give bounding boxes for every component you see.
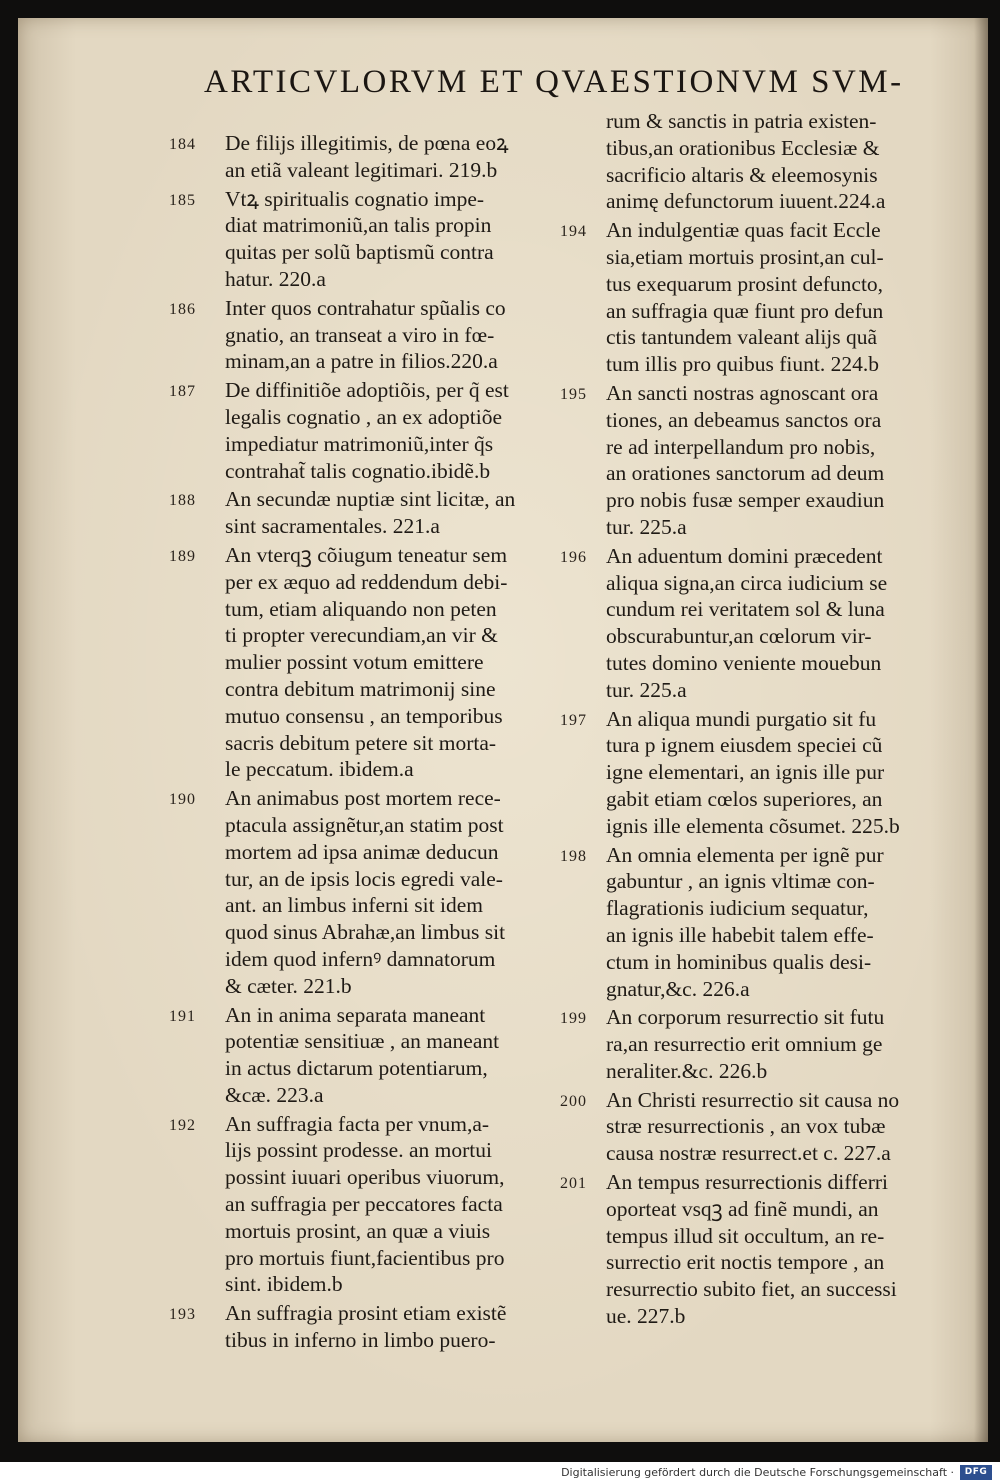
- entry-line: in actus dictarum potentiarum,: [225, 1056, 488, 1081]
- entry-line: hatur. 220.a: [225, 266, 326, 291]
- entry-line: gabit etiam cœlos superiores, an: [606, 786, 883, 811]
- entry-line: mortem ad ipsa animæ deducun: [225, 839, 499, 864]
- entry-line: minam,an a patre in filios.220.a: [225, 349, 498, 374]
- entry-line: animę defunctorum iuuent.224.a: [606, 189, 886, 214]
- entry-line: tibus,an orationibus Ecclesiæ &: [606, 135, 880, 160]
- entry-number: 187: [169, 383, 196, 401]
- right-column: [560, 108, 938, 1332]
- entry-number: 186: [169, 300, 196, 318]
- index-entry: [560, 842, 938, 1003]
- entry-line: An suffragia facta per vnum,a-: [225, 1111, 490, 1136]
- index-entry: [155, 186, 535, 293]
- entry-line: An indulgentiæ quas facit Eccle: [606, 218, 881, 243]
- index-entry: [155, 377, 535, 484]
- entry-number: 190: [169, 791, 196, 809]
- entry-line: ue. 227.b: [606, 1304, 686, 1329]
- page-spine-shadow: [974, 18, 988, 1442]
- index-entry: [155, 295, 535, 375]
- entry-line: An aliqua mundi purgatio sit fu: [606, 706, 877, 731]
- entry-line: contrahat̃ talis cognatio.ibidẽ.b: [225, 458, 491, 483]
- entry-line: tur. 225.a: [606, 677, 687, 702]
- entry-line: pro nobis fusæ semper exaudiun: [606, 488, 885, 513]
- index-entry: [560, 1169, 938, 1330]
- entry-line: tur. 225.a: [606, 514, 687, 539]
- entry-line: oporteat vsqꝫ ad finẽ mundi, an: [606, 1196, 879, 1221]
- dfg-logo-icon: DFG: [960, 1465, 992, 1480]
- entry-line: per ex æquo ad reddendum debi-: [225, 569, 508, 594]
- entry-number: 196: [560, 548, 587, 566]
- entry-line: resurrectio subito fiet, an successi: [606, 1277, 897, 1302]
- entry-line: mutuo consensu , an temporibus: [225, 703, 503, 728]
- entry-line: quod sinus Abrahæ,an limbus sit: [225, 920, 506, 945]
- index-entry: [560, 380, 938, 541]
- entry-line: ra,an resurrectio erit omnium ge: [606, 1032, 883, 1057]
- entry-line: An corporum resurrectio sit futu: [606, 1005, 885, 1030]
- entry-line: An suffragia prosint etiam existẽ: [225, 1301, 507, 1326]
- left-column: [155, 130, 535, 1356]
- entry-line: An vterqꝫ cõiugum teneatur sem: [225, 542, 508, 567]
- entry-line: An Christi resurrectio sit causa no: [606, 1087, 900, 1112]
- entry-line: tur, an de ipsis locis egredi vale-: [225, 866, 503, 891]
- entry-line: an ignis ille habebit talem effe-: [606, 922, 874, 947]
- index-entry: [155, 542, 535, 783]
- index-entry: [560, 1087, 938, 1167]
- entry-line: tempus illud sit occultum, an re-: [606, 1223, 885, 1248]
- entry-line: potentiæ sensitiuæ , an maneant: [225, 1029, 500, 1054]
- entry-line: causa nostræ resurrect.et c. 227.a: [606, 1141, 891, 1166]
- entry-line: idem quod infernꝰ damnatorum: [225, 946, 496, 971]
- entry-line: le peccatum. ibidem.a: [225, 757, 414, 782]
- entry-line: possint iuuari operibus viuorum,: [225, 1165, 505, 1190]
- entry-line: cundum rei veritatem sol & luna: [606, 597, 885, 622]
- entry-line: tibus in inferno in limbo puero-: [225, 1328, 496, 1353]
- entry-line: &cæ. 223.a: [225, 1082, 324, 1107]
- entry-line: impediatur matrimoniũ,inter q̃s: [225, 431, 494, 456]
- entry-line: contra debitum matrimonij sine: [225, 676, 496, 701]
- entry-line: surrectio erit noctis tempore , an: [606, 1250, 885, 1275]
- entry-number: 194: [560, 223, 587, 241]
- running-header: ARTICVLORVM ET QVAESTIONVM SVM-: [204, 64, 904, 100]
- entry-line: mortuis prosint, an quæ a viuis: [225, 1218, 491, 1243]
- entry-number: 197: [560, 711, 587, 729]
- entry-line: sacris debitum petere sit morta-: [225, 730, 497, 755]
- entry-line: lijs possint prodesse. an mortui: [225, 1138, 492, 1163]
- entry-line: An tempus resurrectionis differri: [606, 1170, 889, 1195]
- entry-line: an suffragia quæ fiunt pro defun: [606, 298, 884, 323]
- entry-line: mulier possint votum emittere: [225, 650, 484, 675]
- entry-line: aliqua signa,an circa iudicium se: [606, 570, 888, 595]
- entry-line: An omnia elementa per ignẽ pur: [606, 842, 884, 867]
- entry-line: An in anima separata maneant: [225, 1002, 486, 1027]
- entry-line: An animabus post mortem rece-: [225, 786, 501, 811]
- entry-line: neraliter.&c. 226.b: [606, 1058, 768, 1083]
- entry-line: & cæter. 221.b: [225, 973, 352, 998]
- index-entry: [560, 543, 938, 704]
- entry-line: flagrationis iudicium sequatur,: [606, 896, 869, 921]
- entry-line: Vtꝝ spiritualis cognatio impe-: [225, 186, 485, 211]
- entry-line: tutes domino veniente mouebun: [606, 650, 882, 675]
- entry-line: tiones, an debeamus sanctos ora: [606, 407, 882, 432]
- entry-line: diat matrimoniũ,an talis propin: [225, 213, 492, 238]
- entry-line: ctum in hominibus qualis desi-: [606, 949, 872, 974]
- index-entry: [155, 1002, 535, 1109]
- entry-number: 188: [169, 492, 196, 510]
- entry-line: an etiã valeant legitimari. 219.b: [225, 157, 498, 182]
- index-entry: [155, 130, 535, 184]
- entry-line: sia,etiam mortuis prosint,an cul-: [606, 244, 884, 269]
- entry-line: ptacula assignẽtur,an statim post: [225, 812, 504, 837]
- entry-line: quitas per solũ baptismũ contra: [225, 240, 494, 265]
- entry-line: legalis cognatio , an ex adoptiõe: [225, 404, 503, 429]
- entry-number: 195: [560, 385, 587, 403]
- entry-line: gabuntur , an ignis vltimæ con-: [606, 869, 875, 894]
- entry-line: tum illis pro quibus fiunt. 224.b: [606, 352, 879, 377]
- entry-number: 185: [169, 191, 196, 209]
- entry-number: 192: [169, 1116, 196, 1134]
- index-entry: [155, 1111, 535, 1299]
- index-entry: [155, 486, 535, 540]
- entry-line: An sancti nostras agnoscant ora: [606, 380, 879, 405]
- index-entry: [155, 785, 535, 999]
- entry-number: 199: [560, 1010, 587, 1028]
- entry-number: 193: [169, 1306, 196, 1324]
- entry-line: re ad interpellandum pro nobis,: [606, 434, 876, 459]
- entry-line: De filijs illegitimis, de pœna eoꝝ: [225, 131, 509, 155]
- entry-number: 200: [560, 1092, 587, 1110]
- entry-line: An aduentum domini præcedent: [606, 543, 883, 568]
- entry-number: 184: [169, 136, 196, 153]
- index-entry: [560, 1004, 938, 1084]
- entry-line: an suffragia per peccatores facta: [225, 1192, 503, 1217]
- entry-line: sacrificio altaris & eleemosynis: [606, 162, 878, 187]
- entry-line: gnatio, an transeat a viro in fœ-: [225, 322, 495, 347]
- entry-line: An secundæ nuptiæ sint licitæ, an: [225, 487, 516, 512]
- entry-line: an orationes sanctorum ad deum: [606, 461, 885, 486]
- entry-line: stræ resurrectionis , an vox tubæ: [606, 1114, 886, 1139]
- entry-line: tus exequarum prosint defuncto,: [606, 271, 884, 296]
- entry-line: De diffinitiõe adoptiõis, per q̃ est: [225, 378, 509, 403]
- entry-line: rum & sanctis in patria existen-: [606, 109, 877, 133]
- entry-number: 198: [560, 847, 587, 865]
- entry-line: obscurabuntur,an cœlorum vir-: [606, 624, 872, 649]
- entry-line: sint sacramentales. 221.a: [225, 514, 440, 539]
- entry-line: pro mortuis fiunt,facientibus pro: [225, 1245, 505, 1270]
- entry-number: 191: [169, 1007, 196, 1025]
- entry-line: sint. ibidem.b: [225, 1272, 343, 1297]
- index-entry: [155, 1300, 535, 1354]
- entry-line: ant. an limbus inferni sit idem: [225, 893, 483, 918]
- entry-number: 201: [560, 1175, 587, 1193]
- entry-line: igne elementari, an ignis ille pur: [606, 760, 885, 785]
- entry-number: 189: [169, 547, 196, 565]
- footer-credit: Digitalisierung gefördert durch die Deutsche Forschungsgemeinschaft ·: [561, 1466, 954, 1479]
- entry-line: ignis ille elementa cõsumet. 225.b: [606, 813, 900, 838]
- index-entry: [560, 706, 938, 840]
- entry-line: ti propter verecundiam,an vir &: [225, 623, 498, 648]
- entry-line: tura p ignem eiusdem speciei cũ: [606, 733, 883, 758]
- entry-line: ctis tantundem valeant alijs quã: [606, 325, 878, 350]
- entry-line: gnatur,&c. 226.a: [606, 976, 750, 1001]
- entry-line: Inter quos contrahatur spũalis co: [225, 295, 506, 320]
- index-entry: [560, 217, 938, 378]
- footer-bar: [0, 1462, 1000, 1484]
- index-entry: [560, 108, 938, 215]
- entry-line: tum, etiam aliquando non peten: [225, 596, 497, 621]
